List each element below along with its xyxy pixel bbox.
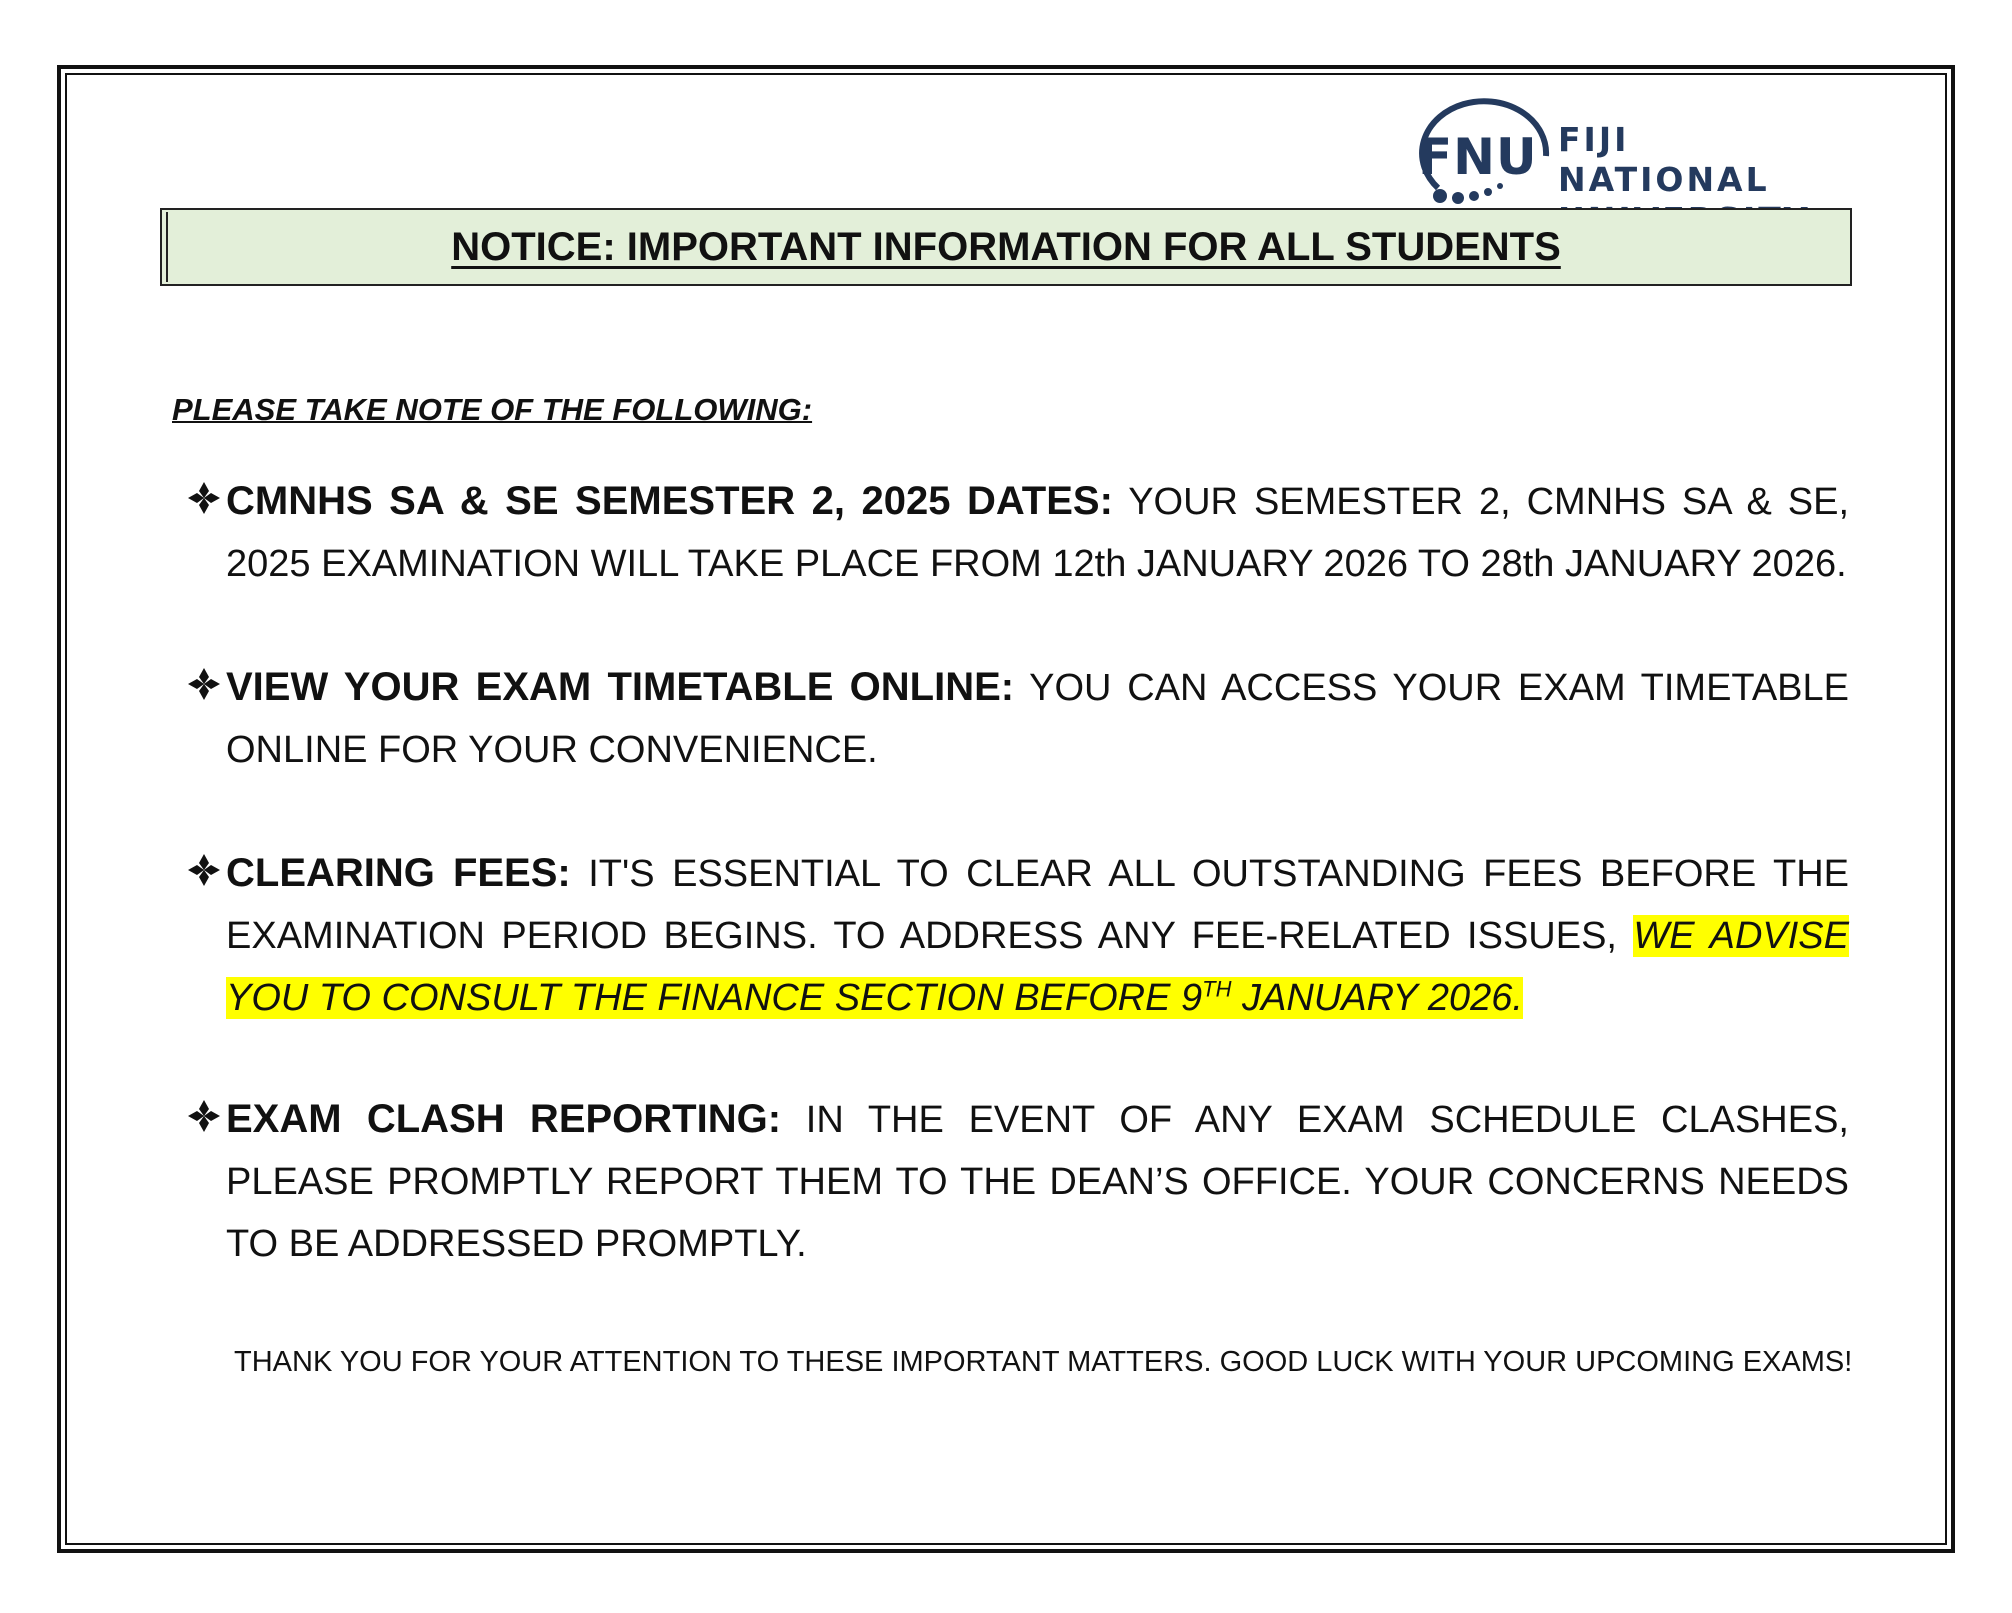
diamond-bullet-icon [184, 850, 224, 890]
notice-item-dates [184, 470, 1849, 595]
notice-banner [160, 208, 1852, 286]
diamond-bullet-icon [184, 1096, 224, 1136]
item-body: IT'S ESSENTIAL TO CLEAR ALL OUTSTANDING FEES BEFORE THE EXAMINATION PERIOD BEGINS. TO ADDRESS ANY FEE-RELATED ISSUES, [226, 853, 1849, 957]
highlight-text-b: JANUARY 2026. [1231, 977, 1523, 1019]
intro-heading: PLEASE TAKE NOTE OF THE FOLLOWING: [172, 392, 813, 427]
item-heading: VIEW YOUR EXAM TIMETABLE ONLINE: [226, 665, 1015, 709]
notice-item-clash [184, 1088, 1849, 1275]
item-text [226, 656, 1849, 781]
logo-line-1: FIJI NATIONAL [1558, 120, 1770, 199]
diamond-bullet-icon [184, 478, 224, 518]
notice-title: NOTICE: IMPORTANT INFORMATION FOR ALL STUDENTS [451, 224, 1561, 269]
item-body: YOU CAN ACCESS YOUR EXAM TIMETABLE ONLINE FOR YOUR CONVENIENCE. [226, 667, 1849, 771]
item-body: YOUR SEMESTER 2, CMNHS SA & SE, 2025 EXAMINATION WILL TAKE PLACE FROM 12th JANUARY 2026 TO 28th JANUARY 2026. [226, 481, 1850, 585]
highlight-text-a: WE ADVISE YOU TO CONSULT THE FINANCE SECTION BEFORE 9 [226, 915, 1849, 1019]
item-text [226, 470, 1849, 595]
logo-monogram: FNU [1418, 128, 1538, 186]
page-border-inner [65, 73, 1947, 1545]
notice-item-timetable [184, 656, 1849, 781]
footer-message: THANK YOU FOR YOUR ATTENTION TO THESE IMPORTANT MATTERS. GOOD LUCK WITH YOUR UPCOMING EXAMS! [234, 1346, 1853, 1378]
item-heading: CLEARING FEES: [226, 851, 571, 895]
fnu-logo [1378, 96, 1838, 206]
item-heading: EXAM CLASH REPORTING: [226, 1097, 782, 1141]
highlight-superscript: TH [1202, 976, 1232, 1002]
notice-item-fees [184, 842, 1849, 1029]
item-heading: CMNHS SA & SE SEMESTER 2, 2025 DATES: [226, 479, 1113, 523]
item-text [226, 1088, 1849, 1275]
item-body: IN THE EVENT OF ANY EXAM SCHEDULE CLASHES, PLEASE PROMPTLY REPORT THEM TO THE DEAN’S OFFICE. YOUR CONCERNS NEEDS TO BE ADDRESSED PROMPTLY. [226, 1099, 1849, 1265]
diamond-bullet-icon [184, 664, 224, 704]
item-text [226, 842, 1849, 1029]
